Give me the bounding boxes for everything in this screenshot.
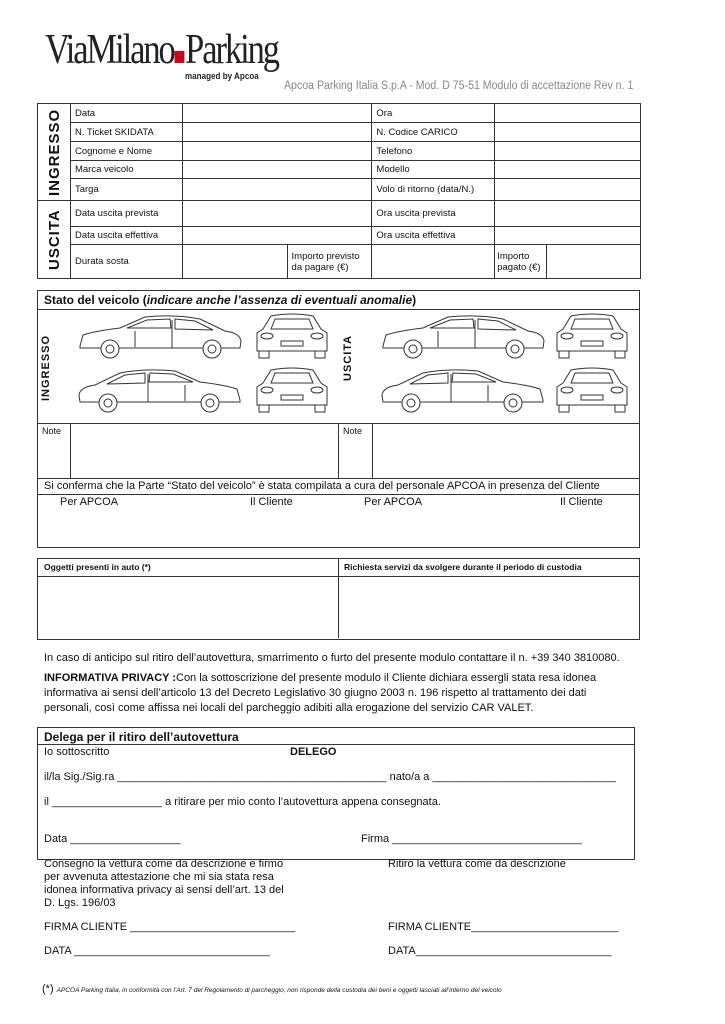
logo-text: Parking: [185, 27, 278, 73]
field-input[interactable]: [495, 179, 641, 201]
field-input[interactable]: [182, 245, 287, 279]
field-input[interactable]: [182, 161, 372, 179]
signature-client-uscita: Il Cliente: [560, 496, 603, 508]
footnote: (*) APCOA Parking Italia, in conformità con l’Art. 7 del Regolamento di parcheggio, non risponde della custodia dei beni e oggetti lasciati all’interno del veicolo: [42, 983, 502, 995]
field-label: N. Ticket SKIDATA: [70, 123, 182, 142]
field-input[interactable]: [182, 142, 372, 161]
field-input[interactable]: [495, 227, 641, 245]
confirmation-text: Si conferma che la Parte “Stato del veicolo” è stata compilata a cura del personale APCOA in presenza del Cliente: [44, 480, 600, 492]
logo: [45, 26, 278, 74]
services-field[interactable]: [339, 577, 637, 637]
delego-label: DELEGO: [290, 746, 337, 758]
field-input[interactable]: [182, 227, 372, 245]
services-header: Richiesta servizi da svolgere durante il periodo di custodia: [344, 562, 582, 572]
field-label: Data: [70, 104, 182, 123]
note-uscita-field[interactable]: [373, 424, 638, 478]
field-label: Targa: [70, 179, 182, 201]
field-label: Ora uscita effettiva: [372, 227, 495, 245]
field-label: Ora: [372, 104, 495, 123]
pickup-statement: Ritiro la vettura come da descrizione: [388, 858, 566, 870]
note-label: Note: [42, 426, 62, 436]
uscita-label: USCITA: [342, 334, 354, 381]
delegation-date-field[interactable]: Data __________________: [44, 833, 181, 845]
signature-apcoa-ingresso: Per APCOA: [60, 496, 119, 508]
car-side-left-ingresso-icon[interactable]: [75, 311, 245, 366]
logo-subtitle: managed by Apcoa: [185, 71, 259, 82]
delegate-date-field[interactable]: il __________________ a ritirare per mio conto l’autovettura appena consegnata.: [44, 796, 441, 808]
form-header: Apcoa Parking Italia S.p.A - Mod. D 75-51 Modulo di accettazione Rev n. 1: [284, 80, 634, 92]
field-label: N. Codice CARICO: [372, 123, 495, 142]
date-pickup[interactable]: DATA________________________________: [388, 945, 612, 957]
car-side-right-ingresso-icon[interactable]: [75, 365, 245, 420]
car-rear-ingresso-icon[interactable]: [253, 365, 331, 420]
note-ingresso-field[interactable]: [71, 424, 337, 478]
field-input[interactable]: [495, 104, 641, 123]
field-label: Telefono: [372, 142, 495, 161]
field-input[interactable]: [182, 179, 372, 201]
objects-header: Oggetti presenti in auto (*): [44, 562, 151, 572]
field-label: Ora uscita prevista: [372, 201, 495, 227]
delivery-statement: Consegno la vettura come da descrizione e firmo per avvenuta attestazione che mi sia stata resa idonea informativa privacy ai sensi dell’art. 13 del D. Lgs. 196/03: [44, 858, 284, 909]
field-label: Cognome e Nome: [70, 142, 182, 161]
contact-notice: In caso di anticipo sul ritiro dell’autovettura, smarrimento o furto del presente modulo contattare il n. +39 340 3810080.: [44, 652, 620, 664]
field-input[interactable]: [495, 201, 641, 227]
field-label: Volo di ritorno (data/N.): [372, 179, 495, 201]
field-input[interactable]: [495, 142, 641, 161]
privacy-notice: INFORMATIVA PRIVACY :Con la sottoscrizione del presente modulo il Cliente dichiara essergli stata resa idonea informativa ai sensi dell’articolo 13 del Decreto Legislativo 30 giugno 2003 n. 196 rispetto al trattamento dei dati personali, così come affissa nei locali del parcheggio adibiti alla erogazione del servizio CAR VALET.: [44, 672, 597, 714]
field-input[interactable]: [495, 123, 641, 142]
signature-client-ingresso: Il Cliente: [250, 496, 293, 508]
field-input[interactable]: [372, 245, 495, 279]
car-front-uscita-icon[interactable]: [553, 311, 631, 366]
field-label: Modello: [372, 161, 495, 179]
delegation-signature-field[interactable]: Firma _______________________________: [361, 833, 582, 845]
field-input[interactable]: [182, 123, 372, 142]
entry-exit-table: [37, 103, 641, 279]
signature-apcoa-uscita: Per APCOA: [364, 496, 423, 508]
date-delivery[interactable]: DATA ________________________________: [44, 945, 270, 957]
objects-field[interactable]: [38, 577, 337, 637]
field-label: Marca veicolo: [70, 161, 182, 179]
vehicle-state-title: Stato del veicolo (indicare anche l’assenza di eventuali anomalie): [44, 293, 417, 307]
field-label: Durata sosta: [70, 245, 182, 279]
delegation-title: Delega per il ritiro dell’autovettura: [44, 730, 239, 744]
field-input[interactable]: [182, 201, 372, 227]
field-input[interactable]: [495, 161, 641, 179]
field-label: Importo pagato (€): [495, 245, 547, 279]
field-input[interactable]: [547, 245, 641, 279]
ingresso-label: INGRESSO: [38, 104, 71, 201]
field-label: Data uscita prevista: [70, 201, 182, 227]
client-signature-pickup[interactable]: FIRMA CLIENTE________________________: [388, 921, 618, 933]
uscita-label: USCITA: [38, 201, 71, 279]
logo-dot: [175, 51, 185, 63]
logo-text: ViaMilano: [45, 27, 174, 73]
delegation-text: Io sottoscritto: [44, 746, 110, 758]
note-label: Note: [343, 426, 363, 436]
car-side-left-uscita-icon[interactable]: [378, 311, 548, 366]
car-front-ingresso-icon[interactable]: [253, 311, 331, 366]
delegate-name-field[interactable]: il/la Sig./Sig.ra ____________________________________________ nato/a a ______________________________: [44, 771, 616, 783]
car-side-right-uscita-icon[interactable]: [378, 365, 548, 420]
client-signature-delivery[interactable]: FIRMA CLIENTE ___________________________: [44, 921, 296, 933]
field-label: Importo previsto da pagare (€): [287, 245, 372, 279]
field-input[interactable]: [182, 104, 372, 123]
field-label: Data uscita effettiva: [70, 227, 182, 245]
car-rear-uscita-icon[interactable]: [553, 365, 631, 420]
ingresso-label: INGRESSO: [40, 334, 52, 401]
